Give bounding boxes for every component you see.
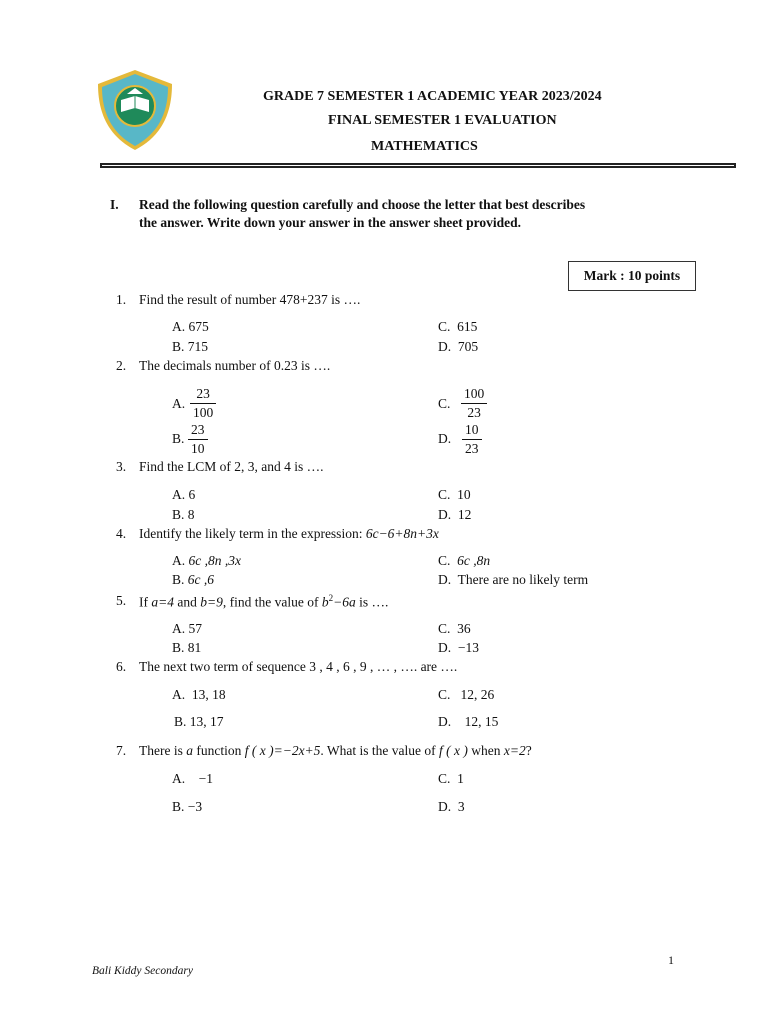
question-6-text: The next two term of sequence 3 , 4 , 6 , 9 , … , …. are …. [139, 659, 458, 674]
header-grade-line: GRADE 7 SEMESTER 1 ACADEMIC YEAR 2023/2024 [263, 89, 602, 104]
question-5-text: If a=4 and b=9, find the value of $b^2-6a$ is …. [139, 593, 389, 610]
question-number: 7. [116, 743, 127, 758]
q6-option-d: D. 12, 15 [438, 714, 499, 729]
question-number: 2. [116, 358, 127, 373]
q4-option-c: C. 6c ,8n [438, 553, 491, 568]
question-3-text: Find the LCM of 2, 3, and 4 is …. [139, 459, 324, 474]
q4-option-a: A. 6c ,8n ,3x [172, 553, 241, 568]
q1-option-d: D. 705 [438, 339, 479, 354]
q5-option-d: D. −13 [438, 640, 479, 655]
q1-option-b: B. 715 [172, 339, 209, 354]
header-divider [100, 163, 736, 168]
q2-option-a-letter: A. [172, 396, 186, 411]
q2-option-c-letter: C. [438, 396, 451, 411]
q1-option-a: A. 675 [172, 319, 209, 334]
q4-option-b: B. 6c ,6 [172, 572, 215, 587]
q2-option-d-fraction: $\frac{10}{23}$ [462, 423, 482, 455]
question-number: 1. [116, 292, 127, 307]
q7-option-b: B. −3 [172, 799, 203, 814]
question-2-text: The decimals number of 0.23 is …. [139, 358, 331, 373]
q1-option-c: C. 615 [438, 319, 478, 334]
instruction-line-1: Read the following question carefully and choose the letter that best describes [139, 197, 586, 212]
question-1-text: Find the result of number 478+237 is …. [139, 292, 361, 307]
q2-option-b-letter: B. [172, 431, 185, 446]
question-number: 5. [116, 593, 127, 608]
instruction-line-2: the answer. Write down your answer in the answer sheet provided. [139, 215, 522, 230]
q2-option-a-fraction: $\frac{23}{100}$ [190, 387, 216, 419]
header-evaluation-line: FINAL SEMESTER 1 EVALUATION [328, 113, 557, 128]
q2-option-b-fraction: $\frac{23}{10}$ [188, 423, 208, 455]
q4-option-d: D. There are no likely term [438, 572, 589, 587]
section-number: I. [110, 197, 119, 212]
q2-option-c-fraction: $\frac{100}{23}$ [461, 387, 487, 419]
header-subject-line: MATHEMATICS [371, 139, 478, 154]
q7-option-c: C. 1 [438, 771, 464, 786]
q5-option-a: A. 57 [172, 621, 202, 636]
q6-option-a: A. 13, 18 [172, 687, 226, 702]
question-7-text: There is a function f ( x )=−2x+5. What is the value of f ( x ) when x=2? [139, 743, 532, 758]
question-4-text: Identify the likely term in the expression: 6c−6+8n+3x [139, 526, 439, 541]
q2-option-d-letter: D. [438, 431, 452, 446]
q7-option-d: D. 3 [438, 799, 465, 814]
question-number: 3. [116, 459, 127, 474]
q5-option-b: B. 81 [172, 640, 202, 655]
question-number: 6. [116, 659, 127, 674]
q7-option-a: A. −1 [172, 771, 213, 786]
q3-option-a: A. 6 [172, 487, 196, 502]
question-number: 4. [116, 526, 127, 541]
q6-option-c: C. 12, 26 [438, 687, 495, 702]
page-number: 1 [668, 953, 674, 967]
q3-option-b: B. 8 [172, 507, 195, 522]
mark-box: Mark : 10 points [568, 261, 696, 291]
q3-option-c: C. 10 [438, 487, 471, 502]
q6-option-b: B. 13, 17 [174, 714, 224, 729]
q3-option-d: D. 12 [438, 507, 472, 522]
footer-school-name: Bali Kiddy Secondary [92, 965, 193, 977]
school-logo [94, 68, 176, 152]
q5-option-c: C. 36 [438, 621, 471, 636]
